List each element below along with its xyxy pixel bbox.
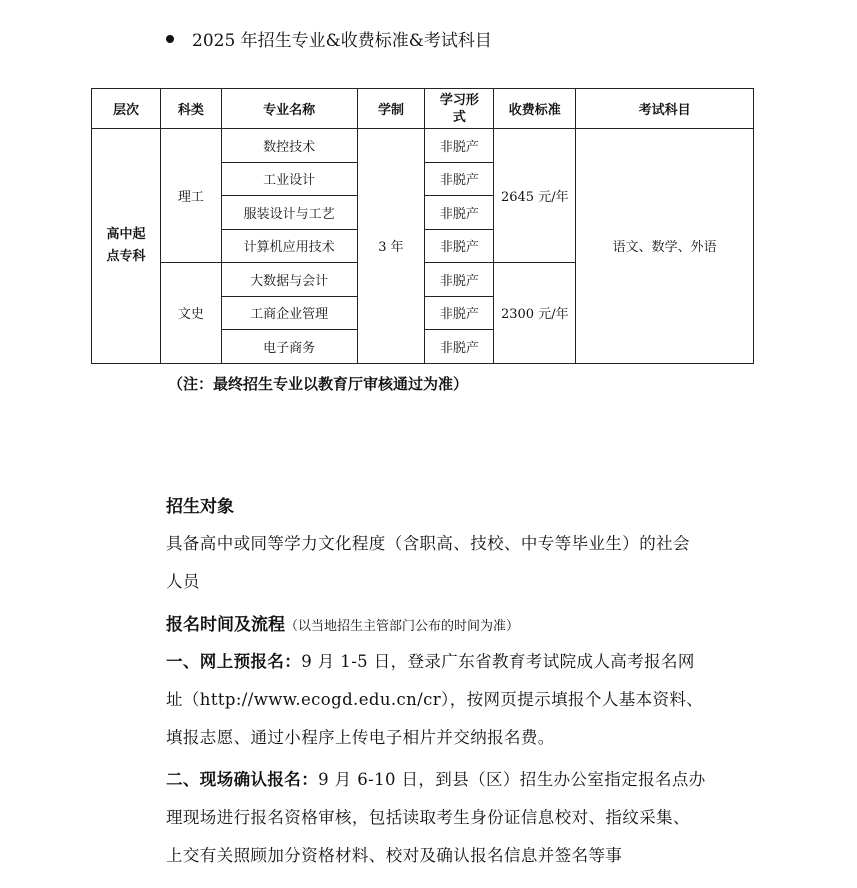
study-form-cell: 非脱产 — [425, 129, 494, 163]
step2-label: 二、现场确认报名： — [166, 770, 319, 789]
fee-cell: 2300 元/年 — [494, 263, 576, 364]
step1-label: 一、网上预报名： — [166, 652, 302, 671]
study-form-cell: 非脱产 — [425, 330, 494, 364]
study-form-cell: 非脱产 — [425, 296, 494, 330]
duration-cell: 3 年 — [357, 129, 425, 364]
header-level: 层次 — [92, 89, 161, 129]
major-cell: 工业设计 — [221, 162, 357, 196]
study-form-cell: 非脱产 — [425, 162, 494, 196]
major-cell: 服装设计与工艺 — [221, 196, 357, 230]
header-fee: 收费标准 — [494, 89, 576, 129]
level-cell: 高中起点专科 — [92, 129, 161, 364]
step2-paragraph — [166, 761, 706, 875]
major-cell: 计算机应用技术 — [221, 229, 357, 263]
heading-text: 2025 年招生专业&收费标准&考试科目 — [192, 31, 492, 51]
study-form-cell: 非脱产 — [425, 196, 494, 230]
category-cell: 文史 — [160, 263, 221, 364]
header-exam: 考试科目 — [576, 89, 754, 129]
bullet-icon — [166, 35, 174, 43]
study-form-cell: 非脱产 — [425, 263, 494, 297]
step1-text: 9 月 1-5 日，登录广东省教育考试院成人高考报名网址（http://www.ecogd.edu.cn/cr），按网页提示填报个人基本资料、填报志愿、通过小程序上传电子相片并交纳报名费。 — [166, 652, 704, 747]
admission-table — [91, 88, 754, 364]
category-cell: 理工 — [160, 129, 221, 263]
registration-subtitle: （以当地招生主管部门公布的时间为准） — [285, 619, 520, 634]
registration-title — [166, 610, 519, 635]
target-text: 具备高中或同等学力文化程度（含职高、技校、中专等毕业生）的社会人员 — [166, 534, 690, 591]
header-study-form: 学习形式 — [425, 89, 494, 129]
exam-cell: 语文、数学、外语 — [576, 129, 754, 364]
header-category: 科类 — [160, 89, 221, 129]
table-note: （注：最终招生专业以教育厅审核通过为准） — [168, 375, 469, 393]
major-cell: 电子商务 — [221, 330, 357, 364]
step1-paragraph — [166, 643, 706, 757]
major-cell: 工商企业管理 — [221, 296, 357, 330]
study-form-cell: 非脱产 — [425, 229, 494, 263]
section-heading — [166, 26, 492, 51]
registration-title-text: 报名时间及流程 — [166, 615, 285, 635]
major-cell: 数控技术 — [221, 129, 357, 163]
table-row — [92, 129, 754, 163]
target-title: 招生对象 — [166, 497, 234, 517]
table-header-row — [92, 89, 754, 129]
step2-text: 9 月 6-10 日，到县（区）招生办公室指定报名点办理现场进行报名资格审核，包括读取考生身份证信息校对、指纹采集、上交有关照顾加分资格材料、校对及确认报名信息并签名等事 — [166, 770, 706, 865]
major-cell: 大数据与会计 — [221, 263, 357, 297]
header-major: 专业名称 — [221, 89, 357, 129]
header-duration: 学制 — [357, 89, 425, 129]
fee-cell: 2645 元/年 — [494, 129, 576, 263]
